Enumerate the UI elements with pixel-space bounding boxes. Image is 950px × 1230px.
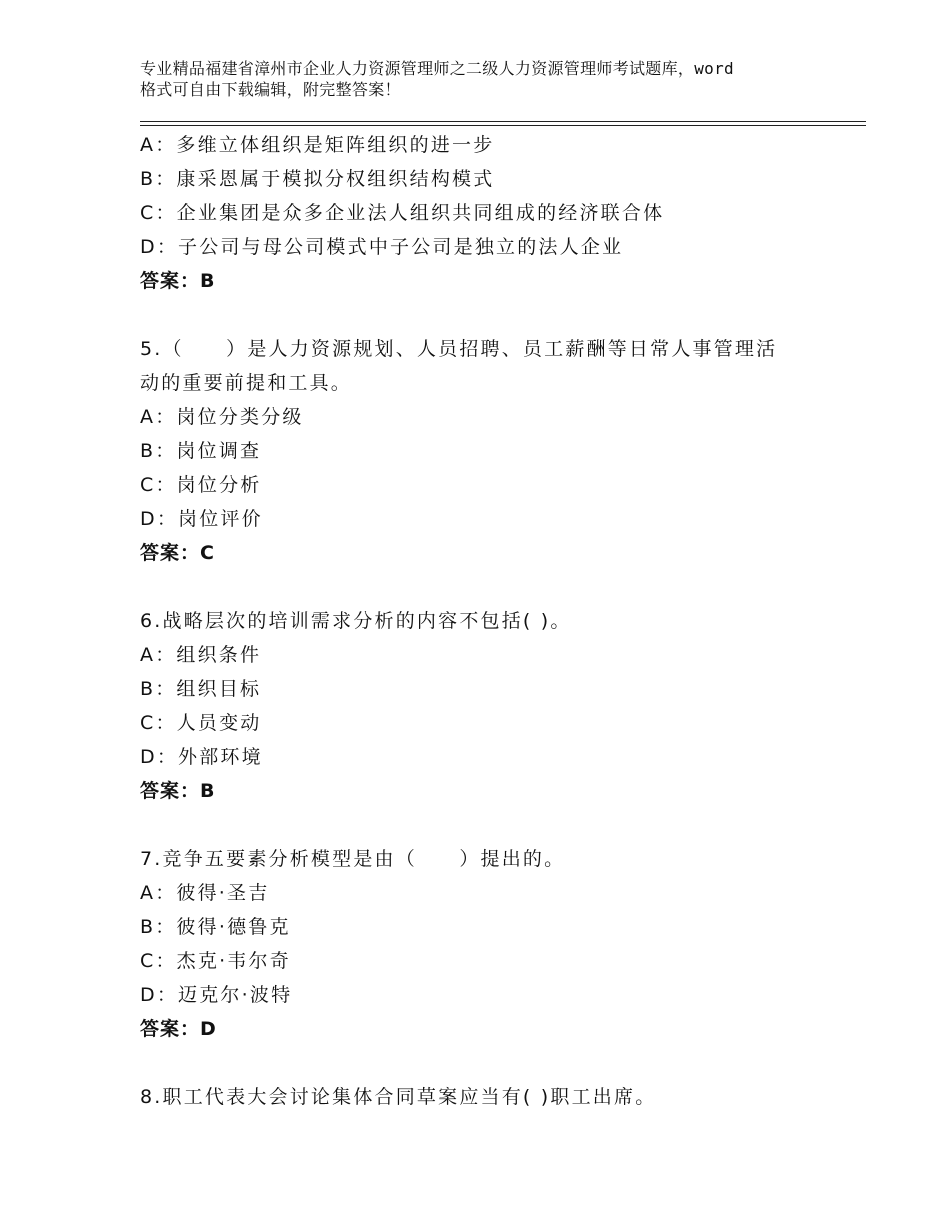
question-stem: 8.职工代表大会讨论集体合同草案应当有( )职工出席。	[140, 1086, 657, 1108]
document-header	[140, 58, 860, 100]
option-b: B：岗位调查	[140, 440, 262, 462]
answer: 答案：D	[140, 1018, 217, 1040]
spacer	[140, 298, 866, 332]
header-line-1: 专业精品福建省漳州市企业人力资源管理师之二级人力资源管理师考试题库，word	[140, 59, 734, 78]
question-5	[140, 332, 866, 570]
option-a: A：多维立体组织是矩阵组织的进一步	[140, 134, 495, 156]
option-d: D：子公司与母公司模式中子公司是独立的法人企业	[140, 236, 624, 258]
option-d: D：外部环境	[140, 746, 263, 768]
option-a: A：岗位分类分级	[140, 406, 304, 428]
option-c: C：杰克·韦尔奇	[140, 950, 291, 972]
question-4	[140, 128, 866, 298]
option-b: B：彼得·德鲁克	[140, 916, 291, 938]
question-stem: 6.战略层次的培训需求分析的内容不包括( )。	[140, 610, 572, 632]
option-b: B：组织目标	[140, 678, 262, 700]
question-list	[140, 128, 866, 1114]
option-d: D：迈克尔·波特	[140, 984, 293, 1006]
option-b: B：康采恩属于模拟分权组织结构模式	[140, 168, 495, 190]
option-a: A：组织条件	[140, 644, 262, 666]
question-7	[140, 842, 866, 1046]
spacer	[140, 808, 866, 842]
question-6	[140, 604, 866, 808]
question-stem: 5.（ ）是人力资源规划、人员招聘、员工薪酬等日常人事管理活	[140, 338, 778, 360]
answer: 答案：B	[140, 270, 216, 292]
answer: 答案：C	[140, 542, 215, 564]
option-c: C：人员变动	[140, 712, 262, 734]
header-line-2: 格式可自由下载编辑，附完整答案！	[140, 80, 401, 99]
spacer	[140, 1046, 866, 1080]
question-8	[140, 1080, 866, 1114]
question-stem: 7.竞争五要素分析模型是由（ ）提出的。	[140, 848, 566, 870]
spacer	[140, 570, 866, 604]
header-rule-bottom	[140, 125, 866, 126]
option-c: C：岗位分析	[140, 474, 262, 496]
option-c: C：企业集团是众多企业法人组织共同组成的经济联合体	[140, 202, 665, 224]
question-stem-continued: 动的重要前提和工具。	[140, 372, 353, 394]
header-rule-top	[140, 121, 866, 122]
option-d: D：岗位评价	[140, 508, 263, 530]
answer: 答案：B	[140, 780, 216, 802]
option-a: A：彼得·圣吉	[140, 882, 270, 904]
